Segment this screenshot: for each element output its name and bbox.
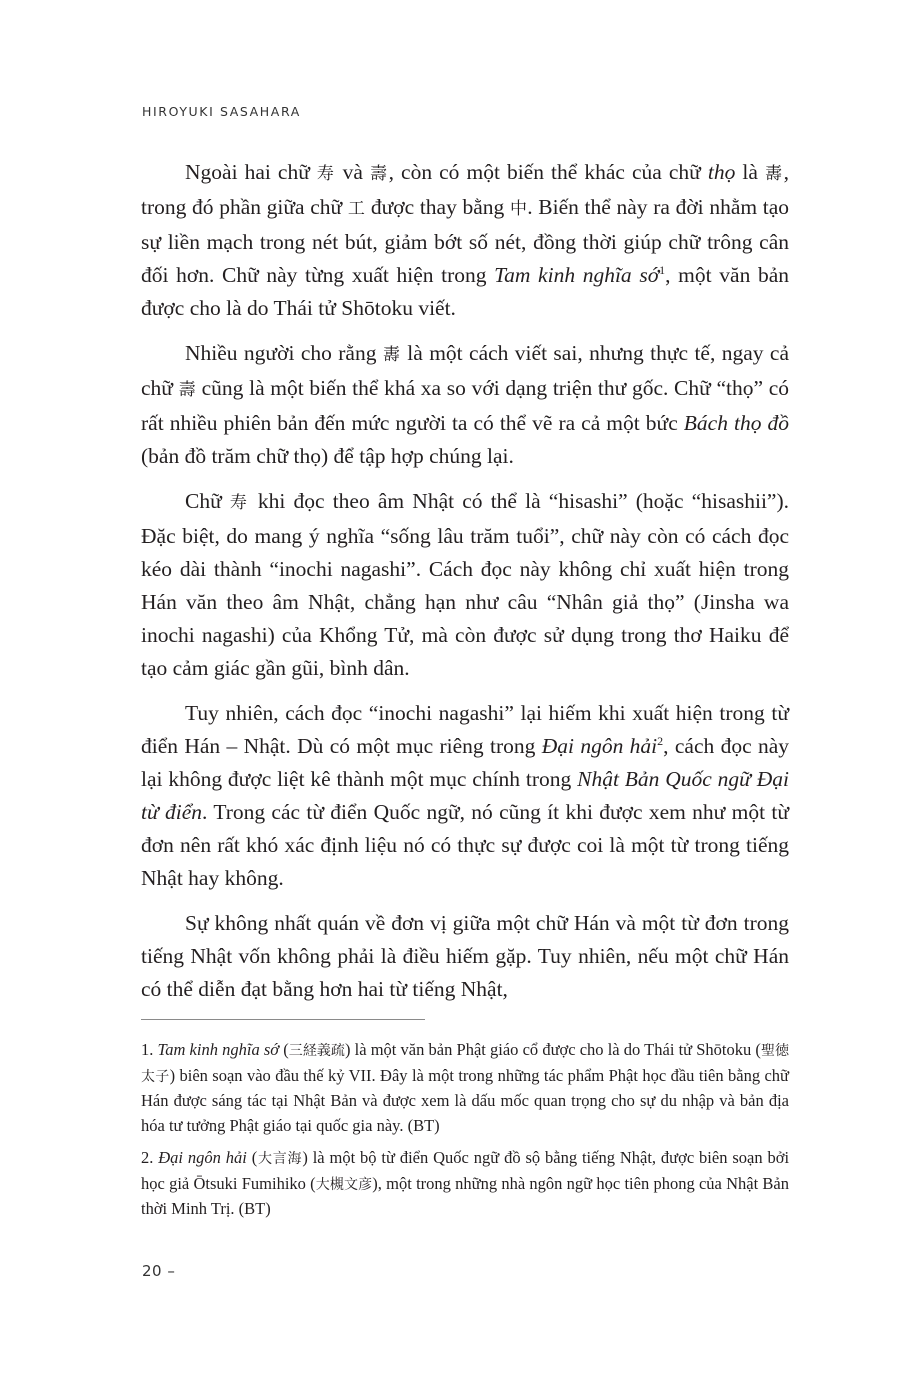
kanji: 三経義疏 [288,1043,345,1059]
text: khi đọc theo âm Nhật có thể là “hisashi” (hoặc “hisashii”). Đặc biệt, do mang ý nghĩa “sống lâu trăm tuổi”, chữ này còn có cách đọc kéo dài thành “inochi nagashi”. Cách đọc này không chỉ xuất hiện trong Hán văn theo âm Nhật, chẳng hạn như câu “Nhân giả thọ” (Jinsha wa inochi nagashi) của Khổng Tử, mà còn được sử dụng trong thơ Haiku để tạo cảm giác gần gũi, bình dân. [141,489,789,680]
text: Nhiều người cho rằng [185,341,383,365]
text: , một văn bản được cho là do Thái tử Shōtoku viết. [141,263,789,320]
text: ) biên soạn vào đầu thế kỷ VII. Đây là một trong những tác phẩm Phật học đầu tiên bằng chữ Hán được sáng tác tại Nhật Bản và được xem là dấu mốc quan trọng cho sự du nhập và bản địa hóa tư tưởng Phật giáo tại quốc gia này. (BT) [141,1065,789,1135]
text: Sự không nhất quán về đơn vị giữa một chữ Hán và một từ đơn trong tiếng Nhật vốn không phải là điều hiếm gặp. Tuy nhiên, nếu một chữ Hán có thể diễn đạt bằng hơn hai từ tiếng Nhật, [141,911,789,1001]
italic-title: Nhật Bản Quốc ngữ Đại từ điển [141,767,789,824]
kanji: 工 [347,199,366,219]
text: là [735,160,765,184]
footnote-divider [141,1019,425,1020]
running-head: HIROYUKI SASAHARA [142,104,301,119]
kanji: 聖徳太子 [141,1043,790,1085]
paragraph-4 [141,697,789,895]
text: (bản đồ trăm chữ thọ) để tập hợp chúng lại. [141,444,514,468]
text: ( [246,1148,258,1167]
page-number: 20 – [142,1262,176,1280]
text: Ngoài hai chữ [185,160,317,184]
kanji: 寿 [316,164,336,184]
text: , trong đó phần giữa chữ [141,160,789,219]
footnote-ref-2[interactable]: 2 [657,733,664,748]
footnote-title: Đại ngôn hải [158,1148,247,1167]
footnote-title: Tam kinh nghĩa sớ [157,1040,280,1059]
footnotes [141,1038,789,1230]
kanji: 壽 [369,164,389,184]
body-text [141,156,789,1018]
kanji: 寿 [229,493,250,513]
paragraph-2 [141,337,789,473]
footnote-ref-1[interactable]: 1 [659,262,666,277]
footnote-number: 1. [141,1040,158,1059]
text: ) là một bộ từ điển Quốc ngữ đồ sộ bằng tiếng Nhật, được biên soạn bởi học giả Ōtsuki Fumihiko ( [141,1148,790,1193]
footnote-1 [141,1038,789,1138]
kanji: 大言海 [257,1151,303,1167]
footnote-2 [141,1146,789,1222]
italic-term: thọ [707,160,736,184]
italic-title: Tam kinh nghĩa sớ [494,263,660,287]
italic-title: Bách thọ đồ [683,411,789,435]
text: cũng là một biến thể khá xa so với dạng triện thư gốc. Chữ “thọ” có rất nhiều phiên bản đến mức người ta có thể vẽ ra cả một bức [141,376,790,435]
kanji: 夀 [382,345,401,365]
italic-title: Đại ngôn hải [541,734,658,758]
kanji: 壽 [178,380,196,400]
text: và [335,160,370,184]
paragraph-5 [141,907,789,1006]
text: . Biến thể này ra đời nhằm tạo sự liền mạch trong nét bút, giảm bớt số nét, đồng thời giúp chữ trông cân đối hơn. Chữ này từng xuất hiện trong [141,195,790,287]
text: ( [279,1040,289,1059]
paragraph-3 [141,485,789,685]
footnote-number: 2. [141,1148,159,1167]
text: ) là một văn bản Phật giáo cổ được cho là do Thái tử Shōtoku ( [344,1040,761,1059]
text: Tuy nhiên, cách đọc “inochi nagashi” lại hiếm khi xuất hiện trong từ điển Hán – Nhật. Dù có một mục riêng trong [141,701,789,758]
kanji: 中 [509,199,528,219]
text: . Trong các từ điển Quốc ngữ, nó cũng ít khi được xem như một từ đơn nên rất khó xác định liệu nó có thực sự được coi là một từ trong tiếng Nhật hay không. [141,800,789,890]
kanji: 夀 [764,164,784,184]
text: được thay bằng [365,195,510,219]
text: , cách đọc này lại không được liệt kê thành một mục chính trong [141,734,789,791]
kanji: 大槻文彦 [315,1176,373,1193]
paragraph-1 [141,156,789,325]
text: ), một trong những nhà ngôn ngữ học tiên phong của Nhật Bản thời Minh Trị. (BT) [141,1173,789,1218]
text: , còn có một biến thể khác của chữ [388,160,708,184]
text: Chữ [185,489,230,513]
text: là một cách viết sai, nhưng thực tế, ngay cả chữ [141,341,789,400]
